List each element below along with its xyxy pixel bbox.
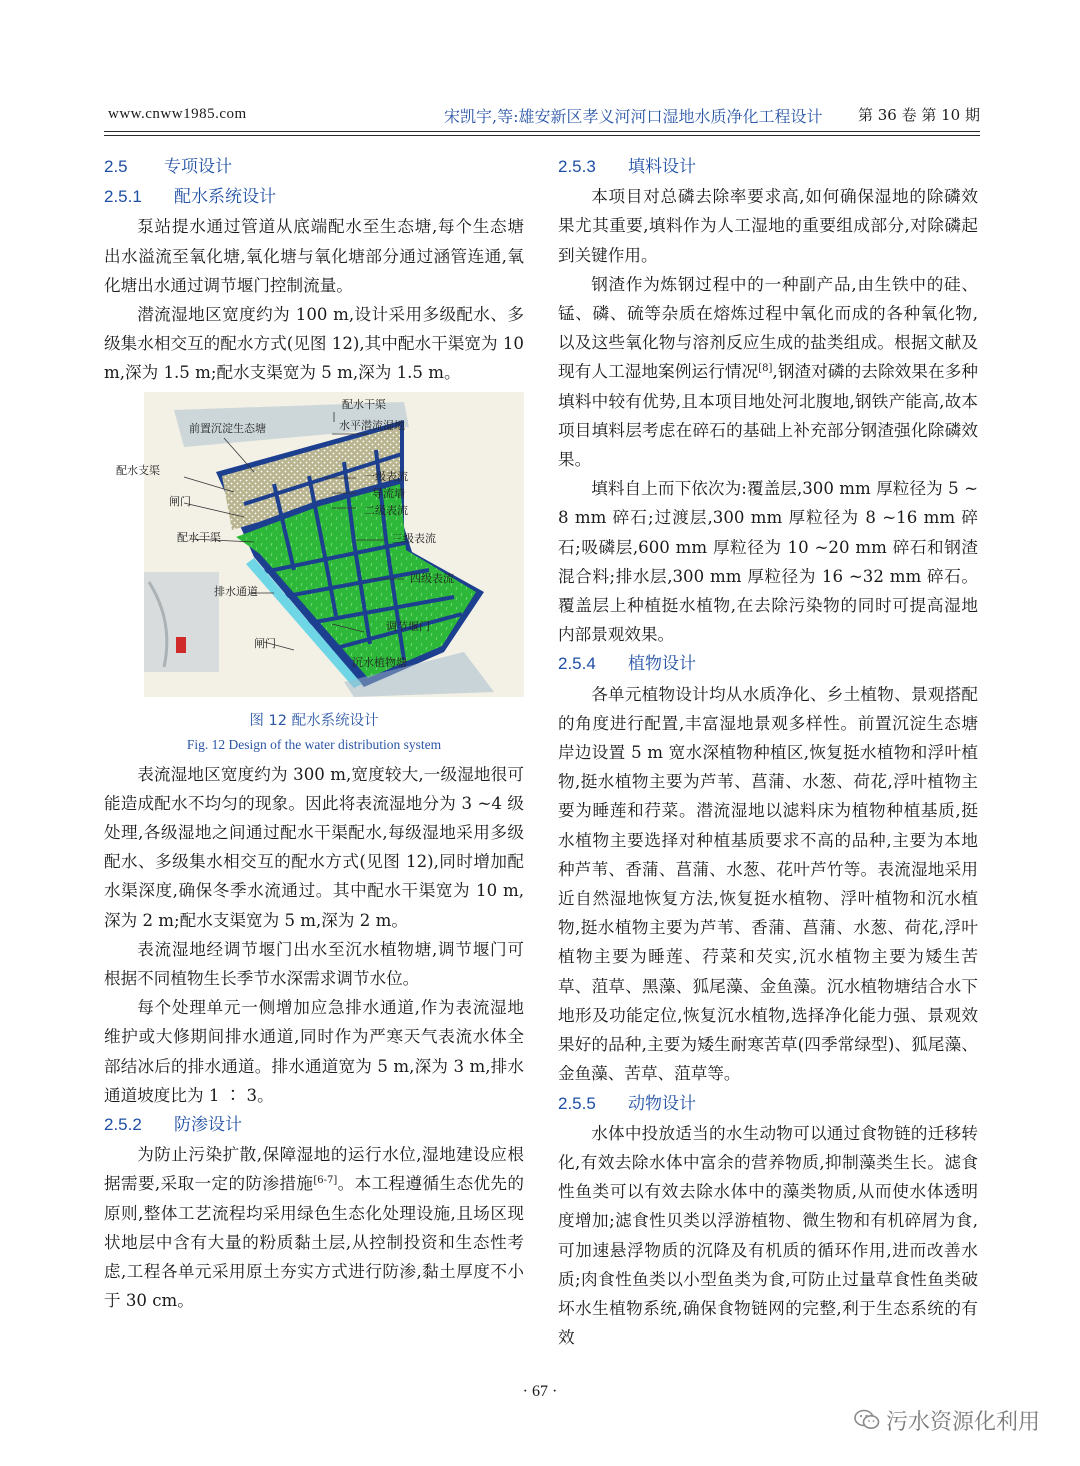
section-heading-2-5-4 xyxy=(558,649,978,679)
citation[interactable]: [8] xyxy=(758,363,773,375)
section-heading-2-5-2 xyxy=(104,1110,524,1140)
paragraph-text: 为防止污染扩散,保障湿地的运行水位,湿地建设应根据需要,采取一定的防渗措施 xyxy=(104,1145,524,1194)
right-column xyxy=(558,152,978,1352)
section-heading-2-5-3 xyxy=(558,152,978,182)
inset-site-marker xyxy=(176,637,186,653)
paragraph: 潜流湿地区宽度约为 100 m,设计采用多级配水、多级集水相交互的配水方式(见图 12),其中配水干渠宽为 10 m,深为 1.5 m;配水支渠宽为 5 m,深为 1.5 m。 xyxy=(104,305,524,383)
location-inset-map xyxy=(144,572,219,672)
page-number: · 67 · xyxy=(522,1383,558,1400)
label-submerged-plant-pond: 沉水植物塘 xyxy=(352,655,407,669)
paragraph: 填料自上而下依次为:覆盖层,300 mm 厚粒径为 5 ~8 mm 碎石;过渡层,300 mm 厚粒径为 8 ~16 mm 碎石;吸磷层,600 mm 厚粒径为 10 ~20 mm 碎石和钢渣混合料;排水层,300 mm 厚粒径为 16 ~32 mm 碎石。覆盖层上种植挺水植物,在去除污染物的同时可提高湿地内部景观效果。 xyxy=(558,479,978,645)
label-branch-channel: 配水支渠 xyxy=(116,463,160,477)
paragraph-text: 。本工程遵循生态优先的原则,整体工艺流程均采用绿色生态化处理设施,且场区现状地层中含有大量的粉质黏土层,从控制投资和生态性考虑,工程各单元采用原土夯实方式进行防渗,黏土厚度不小于 30 cm。 xyxy=(104,1174,524,1311)
section-number: 2.5.2 xyxy=(104,1115,142,1135)
running-header xyxy=(104,104,980,130)
wechat-icon xyxy=(854,1409,880,1437)
paragraph: 水体中投放适当的水生动物可以通过食物链的迁移转化,有效去除水体中富余的营养物质,抑制藻类生长。滤食性鱼类可以有效去除水体中的藻类物质,从而使水体透明度增加;滤食性贝类以浮游植物、微生物和有机碎屑为食,可加速悬浮物质的沉降及有机质的循环作用,进而改善水质;肉食性鱼类以小型鱼类为食,可防止过量草食性鱼类破坏水生植物系统,确保食物链网的完整,利于生态系统的有效 xyxy=(558,1123,978,1348)
issue-info: 第 36 卷 第 10 期 xyxy=(857,106,980,124)
label-drainage-channel: 排水通道 xyxy=(214,584,258,598)
section-number: 2.5.1 xyxy=(104,187,142,207)
label-main-channel-left: 配水干渠 xyxy=(177,530,221,544)
label-diversion-wall: 导流墙 xyxy=(372,486,405,500)
section-number: 2.5.3 xyxy=(558,157,596,176)
label-gate-lower: 闸门 xyxy=(254,636,276,650)
paragraph: 表流湿地经调节堰门出水至沉水植物塘,调节堰门可根据不同植物生长季节水深需求调节水位。 xyxy=(104,939,524,989)
figure-caption-cn: 图 12 配水系统设计 xyxy=(249,712,379,729)
paragraph: 本项目对总磷去除率要求高,如何确保湿地的除磷效果尤其重要,填料作为人工湿地的重要组成部分,对除磷起到关键作用。 xyxy=(558,187,978,265)
section-heading-2-5-1 xyxy=(104,182,524,212)
paragraph-text: 钢渣作为炼钢过程中的一种副产品,由生铁中的硅、锰、磷、硫等杂质在熔炼过程中氧化而成的各种氧化物,以及这些氧化物与溶剂反应生成的盐类组成。根据文献及现有人工湿地案例运行情况 xyxy=(558,274,978,382)
paragraph xyxy=(558,270,978,474)
paragraph xyxy=(104,1140,524,1315)
paragraph-text: ,钢渣对磷的去除效果在多种填料中较有优势,且本项目地处河北腹地,钢铁产能高,故本项目填料层考虑在碎石的基础上补充部分钢渣强化除磷效果。 xyxy=(558,362,979,470)
section-title: 动物设计 xyxy=(628,1093,696,1114)
wechat-watermark xyxy=(854,1405,1040,1437)
watermark-text: 污水资源化利用 xyxy=(885,1410,1040,1435)
figure-12 xyxy=(104,392,524,702)
header-rule xyxy=(104,131,980,132)
left-column xyxy=(104,152,524,1315)
label-level-1-surface: 一级表流 xyxy=(364,469,408,483)
paragraph: 泵站提水通过管道从底端配水至生态塘,每个生态塘出水溢流至氧化塘,氧化塘与氧化塘部分通过涵管连通,氧化塘出水通过调节堰门控制流量。 xyxy=(104,217,524,295)
label-level-2-surface: 二级表流 xyxy=(364,503,408,517)
paragraph: 每个处理单元一侧增加应急排水通道,作为表流湿地维护或大修期间排水通道,同时作为严寒天气表流水体全部结冰后的排水通道。排水通道宽为 5 m,深为 3 m,排水通道坡度比为 1 ∶ 3。 xyxy=(104,998,524,1105)
label-sedimentation-pond: 前置沉淀生态塘 xyxy=(189,421,266,435)
citation[interactable]: [6-7] xyxy=(313,1175,338,1187)
label-regulating-weir: 调节堰门 xyxy=(386,619,430,633)
label-level-4-surface: 四级表流 xyxy=(410,571,454,585)
section-heading-2-5 xyxy=(104,152,524,182)
section-title: 防渗设计 xyxy=(174,1115,242,1136)
section-title: 专项设计 xyxy=(164,157,232,177)
section-title: 配水系统设计 xyxy=(174,187,276,208)
section-heading-2-5-5 xyxy=(558,1089,978,1119)
label-horizontal-subsurface: 水平潜流湿地 xyxy=(339,418,405,432)
section-number: 2.5.4 xyxy=(558,654,596,674)
label-gate-upper: 闸门 xyxy=(169,494,191,508)
header-rule-thin xyxy=(104,135,980,136)
figure-caption-en: Fig. 12 Design of the water distribution system xyxy=(186,736,442,752)
label-level-3-surface: 三级表流 xyxy=(392,531,436,545)
water-distribution-diagram xyxy=(104,392,524,702)
paragraph: 各单元植物设计均从水质净化、乡土植物、景观搭配的角度进行配置,丰富湿地景观多样性。前置沉淀生态塘岸边设置 5 m 宽水深植物种植区,恢复挺水植物和浮叶植物,挺水植物主要为芦苇、菖蒲、水葱、荷花,浮叶植物主要为睡莲和荇菜。潜流湿地以滤料床为植物种植基质,挺水植物主要选择对种植基质要求不高的品种,主要为本地种芦苇、香蒲、菖蒲、水葱、花叶芦竹等。表流湿地采用近自然湿地恢复方法,恢复挺水植物、浮叶植物和沉水植物,挺水植物主要为芦苇、香蒲、菖蒲、水葱、荷花,浮叶植物主要为睡莲、荇菜和芡实,沉水植物主要为矮生苦草、菹草、黑藻、狐尾藻、金鱼藻。沉水植物塘结合水下地形及功能定位,恢复沉水植物,选择净化能力强、景观效果好的品种,主要为矮生耐寒苦草(四季常绿型)、狐尾藻、金鱼藻、苦草、菹草等。 xyxy=(558,684,978,1084)
section-title: 填料设计 xyxy=(628,157,696,177)
journal-website: www.cnww1985.com xyxy=(108,106,247,122)
label-main-channel-top: 配水干渠 xyxy=(342,397,386,411)
paragraph: 表流湿地区宽度约为 300 m,宽度较大,一级湿地很可能造成配水不均匀的现象。因此将表流湿地分为 3 ~4 级处理,各级湿地之间通过配水干渠配水,每级湿地采用多级配水、多级集水相交互的配水方式(见图 12),同时增加配水渠深度,确保冬季水流通过。其中配水干渠宽为 10 m,深为 2 m;配水支渠宽为 5 m,深为 2 m。 xyxy=(104,764,524,930)
section-number: 2.5.5 xyxy=(558,1093,596,1113)
section-number: 2.5 xyxy=(104,157,128,176)
running-title: 宋凯宇,等:雄安新区孝义河河口湿地水质净化工程设计 xyxy=(444,107,823,126)
section-title: 植物设计 xyxy=(628,654,696,675)
